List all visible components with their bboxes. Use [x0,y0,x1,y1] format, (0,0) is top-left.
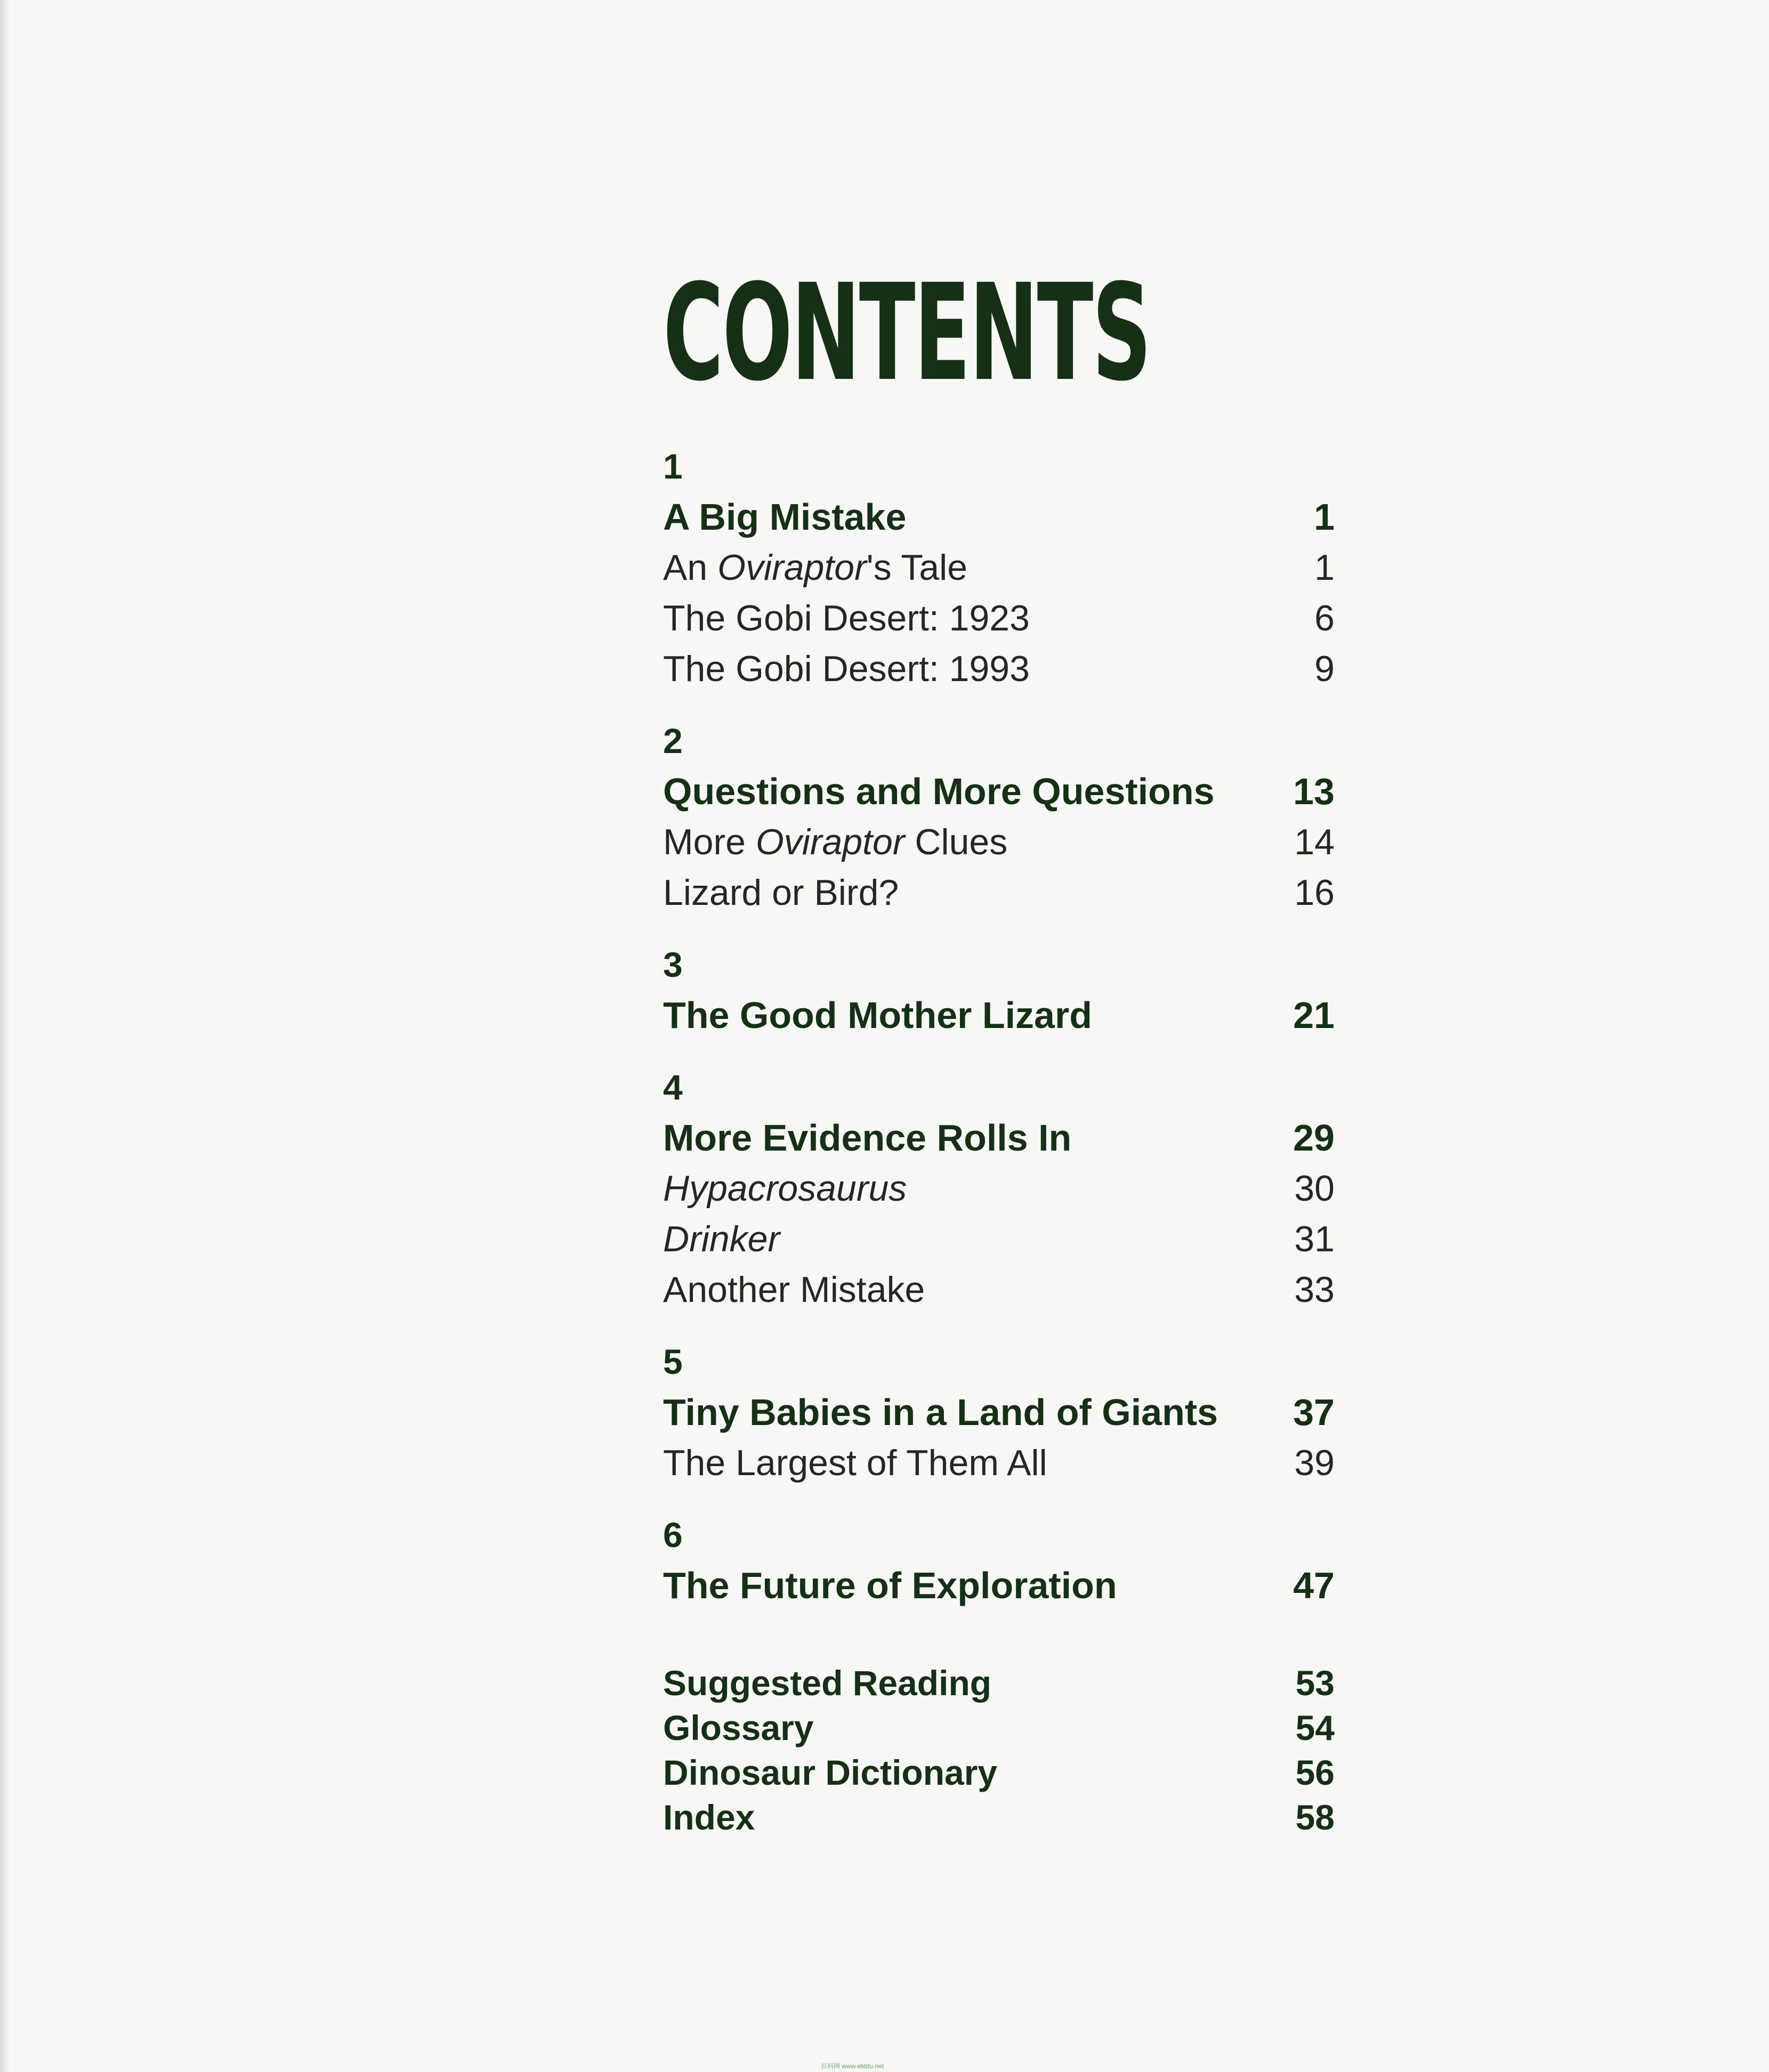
back-matter-entry[interactable] [663,1751,1335,1794]
section-page: 30 [1294,1168,1335,1209]
chapter-entry[interactable] [663,1561,1335,1609]
section-entry[interactable] [663,594,1335,642]
chapter-number: 4 [663,1067,683,1107]
section-entry[interactable] [663,645,1335,693]
chapter-entry[interactable] [663,1114,1335,1162]
section-title: Hypacrosaurus [663,1168,907,1209]
section-title: Lizard or Bird? [663,872,899,913]
chapter-number: 3 [663,945,683,984]
chapter-title: More Evidence Rolls In [663,1117,1072,1159]
back-matter-title: Dinosaur Dictionary [663,1753,998,1792]
footer-note: 百科网 www.ebbtu.net [821,2062,884,2070]
section-entry[interactable] [663,1215,1335,1263]
section-page: 33 [1294,1269,1335,1310]
chapter-entry[interactable] [663,767,1335,815]
back-matter-page: 58 [1295,1798,1335,1837]
section-entry[interactable] [663,1266,1335,1314]
back-matter-entry[interactable] [663,1662,1335,1704]
chapter-page: 47 [1293,1565,1335,1606]
chapter-title: A Big Mistake [663,496,907,538]
chapter-title: Questions and More Questions [663,771,1215,812]
section-page: 1 [1314,547,1335,588]
chapter-number: 1 [663,447,683,486]
section-page: 9 [1314,649,1335,689]
chapter-title: The Future of Exploration [663,1565,1117,1606]
back-matter-page: 53 [1295,1663,1335,1703]
chapter-page: 21 [1293,994,1335,1036]
chapter-title: Tiny Babies in a Land of Giants [663,1391,1218,1433]
section-title: An Oviraptor's Tale [663,547,968,588]
section-title: The Largest of Them All [663,1443,1047,1483]
chapter-page: 37 [1293,1391,1335,1433]
chapter-number: 6 [663,1515,683,1555]
chapter-number: 2 [663,721,683,760]
section-page: 31 [1294,1219,1335,1259]
chapter-page: 29 [1293,1117,1335,1159]
section-title: Another Mistake [663,1269,925,1310]
section-entry[interactable] [663,818,1335,866]
chapter-entry[interactable] [663,1388,1335,1436]
page-edge [0,0,10,2072]
chapter-page: 1 [1314,496,1335,538]
back-matter-title: Glossary [663,1708,814,1747]
chapter-number: 5 [663,1342,683,1381]
section-page: 39 [1294,1443,1335,1483]
back-matter-title: Index [663,1798,755,1837]
section-title: The Gobi Desert: 1923 [663,598,1030,638]
section-page: 6 [1314,598,1335,638]
section-page: 14 [1294,822,1335,862]
section-entry[interactable] [663,1439,1335,1487]
back-matter-page: 56 [1295,1753,1335,1792]
back-matter-entry[interactable] [663,1796,1335,1839]
section-page: 16 [1294,872,1335,913]
chapter-entry[interactable] [663,991,1335,1039]
section-title: More Oviraptor Clues [663,822,1008,862]
section-title: Drinker [663,1219,780,1259]
section-entry[interactable] [663,544,1335,592]
back-matter-title: Suggested Reading [663,1663,992,1703]
section-entry[interactable] [663,1164,1335,1212]
chapter-page: 13 [1293,771,1335,812]
section-title: The Gobi Desert: 1993 [663,649,1030,689]
table-of-contents [663,0,1335,2072]
chapter-entry[interactable] [663,493,1335,541]
chapter-title: The Good Mother Lizard [663,994,1092,1036]
back-matter-page: 54 [1295,1708,1335,1747]
back-matter-entry[interactable] [663,1706,1335,1749]
page-title: CONTENTS [663,255,1151,410]
section-entry[interactable] [663,869,1335,917]
